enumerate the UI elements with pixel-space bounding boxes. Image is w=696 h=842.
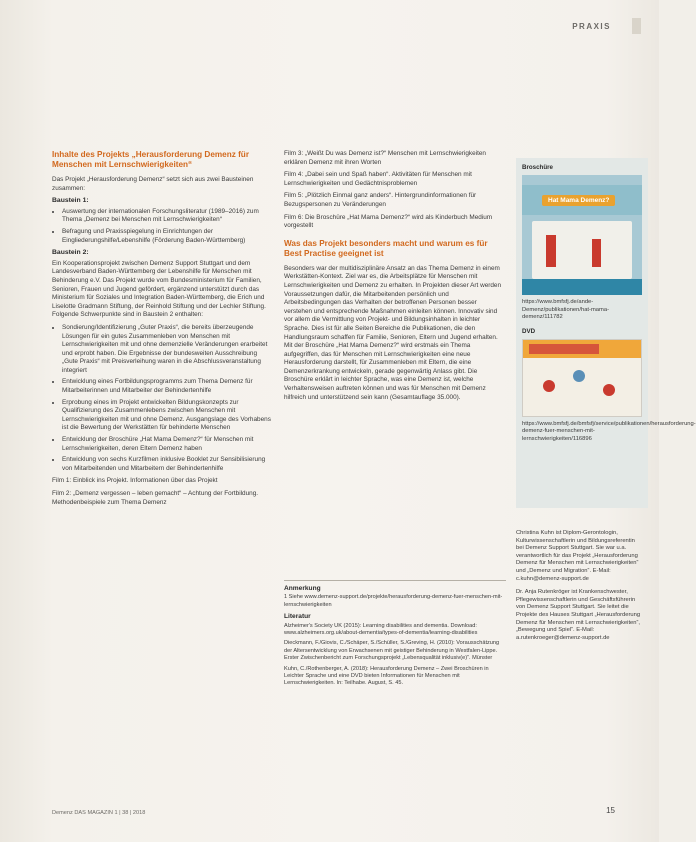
page-number: 15	[606, 806, 615, 815]
section-heading: Was das Projekt besonders macht und warum es für Best Practise geeignet ist	[284, 238, 488, 258]
footer-journal: Demenz DAS MAGAZIN 1 | 38 | 2018	[52, 810, 146, 816]
baustein-2-list	[52, 324, 274, 474]
intro-text: Das Projekt „Herausforderung Demenz“ setzt sich aus zwei Bausteinen zusammen:	[52, 176, 254, 192]
dvd-cover-image	[522, 339, 642, 417]
body-text: Besonders war der multidisziplinäre Ansatz an das Thema Demenz in einem Werkstätten-Kontext. Ziel war es, die Arbeitsplätze für Menschen mit Lernschwierigkeiten und Demenz zu erhalten. In Projekten dieser Art werden Voraussetzungen dafür, die Mitarbeitenden persönlich und Arbeitsbedingungen das Verhalten der betroffenen Personen besser verstehen und entsprechende Maßnahmen einleiten können. Innovativ sind vor allem die Vermittlung von Projekt- und Bildungsinhalten in leichter Sprache. Dies ist für alle Seiten Bereiche die Publikationen, die den Handlungsraum schaffen für Familie, Senioren, Eltern und Jugend erhalten. Mit der Broschüre „Hat Mama Demenz?“ wird erstmals ein Thema aufgegriffen, das für Menschen mit Lernschwierigkeiten eine neue Herausforderung darstellt, für Zusammenleben mit Eltern, die eine Demenzerkrankung entwickeln, gerade gegenwärtig Anlass gibt. Die Broschüre erklärt in leichter Sprache, was eine Demenz ist, welche Verhaltensweisen auftreten können und was für Menschen mit Demenz hilfreich und unterstützend sein kann (Gesamtauflage 35.000).	[284, 264, 502, 401]
literature-title: Literatur	[284, 613, 311, 621]
film-item: Film 4: „Dabei sein und Spaß haben“. Aktivitäten für Menschen mit Lernschwierigkeiten und Gedächtnisproblemen	[284, 171, 472, 187]
baustein-2-text: Ein Kooperationsprojekt zwischen Demenz Support Stuttgart und dem Landesverband Baden-Württemberg der Lebenshilfe für Menschen mit Behinderung e.V. Das Projekt wurde vom Bundesministerium für Familien, Senioren, Frauen und Jugend gefördert, ergänzend unterstützt durch das Ministerium für Soziales und Integration Baden-Württemberg, die Erich und Liselotte Gradmann Stiftung, der Reinhold Stiftung und der Lechler Stiftung. Folgende Schwerpunkte sind in Baustein 2 enthalten:	[52, 259, 266, 319]
section-label: PRAXIS	[572, 22, 611, 31]
brochure-link[interactable]: https://www.bmfsfj.de/ande-Demenz/publikationen/hat-mama-demenz/111782	[522, 299, 609, 320]
dvd-link[interactable]: https://www.bmfsfj.de/bmfsfj/service/publikationen/herausforderung-demenz-fuer-menschen-mit-lernschwierigkeiten/116896	[522, 420, 696, 442]
notes-title: Anmerkung	[284, 585, 321, 592]
sidebar-box	[516, 158, 696, 508]
divider	[284, 580, 506, 581]
film-item: Film 3: „Weißt Du was Demenz ist?“ Menschen mit Lernschwierigkeiten erklären Demenz mit ihren Worten	[284, 150, 486, 166]
literature-item: Alzheimer's Society UK (2015): Learning disabilities and dementia. Download: www.alzheimers.org.uk/about-dementia/types-of-dementia/learning-disabilities	[284, 622, 478, 637]
list-item: • Befragung und Praxisspiegelung in Einrichtungen der Eingliederungshilfe/Lebenshilfe (Förderung Baden-Württemberg)	[62, 228, 274, 245]
literature-item: Kuhn, C./Rothenberger, A. (2018): Herausforderung Demenz – Zwei Broschüren in Leichter Sprache und eine DVD bieten Informationen für Menschen mit Lernschwierigkeiten. In: Teilhabe. August, S. 45.	[284, 665, 489, 687]
page-tab-marker	[632, 18, 641, 34]
literature-item: Dieckmann, F./Giovis, C./Schäper, S./Schüller, S./Greving, H. (2010): Vorausschätzung der Altersentwicklung von Erwachsenen mit geistiger Behinderung in Westfalen-Lippe. Erster Zwischenbericht zum Forschungsprojekt „Lebensqualität inklusiv(e)“. Münster	[284, 640, 500, 662]
list-item: • Auswertung der internationalen Forschungsliteratur (1989–2016) zum Thema „Demenz bei Menschen mit Lernschwierigkeiten“	[62, 208, 274, 225]
film-item: Film 2: „Demenz vergessen – leben gemacht“ – Achtung der Fortbildung. Methodenbeispiele zum Thema Demenz	[52, 490, 259, 506]
list-item: • Entwicklung der Broschüre „Hat Mama Demenz?“ für Menschen mit Lernschwierigkeiten, deren Eltern Demenz haben	[62, 436, 274, 453]
column-1	[52, 150, 274, 511]
film-item: Film 6: Die Broschüre „Hat Mama Demenz?“ wird als Kinderbuch Medium vorgestellt	[284, 213, 493, 230]
brochure-label: Broschüre	[522, 164, 553, 171]
baustein-1-list	[52, 208, 274, 245]
column-2	[284, 150, 506, 406]
brochure-cover-image	[522, 175, 642, 295]
references	[284, 580, 506, 688]
author-bios	[516, 530, 644, 648]
dvd-label: DVD	[522, 327, 536, 335]
baustein-1-title: Baustein 1:	[52, 197, 89, 205]
film-item: Film 1: Einblick ins Projekt. Informationen über das Projekt	[52, 477, 218, 485]
list-item: • Erprobung eines im Projekt entwickelten Bildungskonzepts zur Qualifizierung des Zusammenlebens zwischen Menschen mit Lernschwierigkeiten mit und ohne Demenz. Ausgangslage des Vorhabens ist die Bewertung der Werkstätten für behinderte Menschen	[62, 399, 274, 433]
list-item: • Entwicklung von sechs Kurzfilmen inklusive Booklet zur Sensibilisierung von Mitarbeitenden und Mitarbeitern der Behindertenhilfe	[62, 456, 274, 473]
baustein-2-title: Baustein 2:	[52, 249, 89, 257]
film-item: Film 5: „Plötzlich Einmal ganz anders“. Hintergrundinformationen für Bezugspersonen zu Veränderungen	[284, 192, 477, 208]
list-item: • Entwicklung eines Fortbildungsprogramms zum Thema Demenz für Mitarbeiterinnen und Mitarbeiter der Behindertenhilfe	[62, 378, 274, 395]
author-bio: Dr. Anja Rutenkröger ist Krankenschwester, Pflegewissenschaftlerin und Geschäftsführerin von Demenz Support Stuttgart. Sie leitet die Projekte des Hauses Stuttgart „Herausforderung Demenz für Menschen mit Lernschwierigkeiten“, „Bewegung und Spiel“. E-Mail: a.rutenkroeger@demenz-support.de	[516, 589, 641, 641]
article-heading: Inhalte des Projekts „Herausforderung Demenz für Menschen mit Lernschwierigkeiten“	[52, 150, 249, 169]
author-bio: Christina Kuhn ist Diplom-Gerontologin, Kulturwissenschaftlerin und Bildungsreferentin bei Demenz Support Stuttgart. Sie war u.a. verantwortlich für das Projekt „Herausforderung Demenz für Menschen mit Lernschwierigkeiten“ und „Demenz und Migration“. E-Mail: c.kuhn@demenz-support.de	[516, 530, 639, 582]
note-item: 1 Siehe www.demenz-support.de/projekte/herausforderung-demenz-fuer-menschen-mit-lernschwierigkeiten	[284, 594, 503, 608]
brochure-title: Hat Mama Demenz?	[542, 195, 615, 206]
list-item: • Sondierung/Identifizierung „Guter Praxis“, die bereits überzeugende Lösungen für ein gutes Zusammenleben von Menschen mit Lernschwierigkeiten mit und ohne demenzielle Veränderungen erarbeitet und erprobt haben. Die Ergebnisse der bundesweiten Ausschreibung „Gute Praxis“ mit Preisverleihung waren in die Abschlussveranstaltung integriert	[62, 324, 274, 376]
